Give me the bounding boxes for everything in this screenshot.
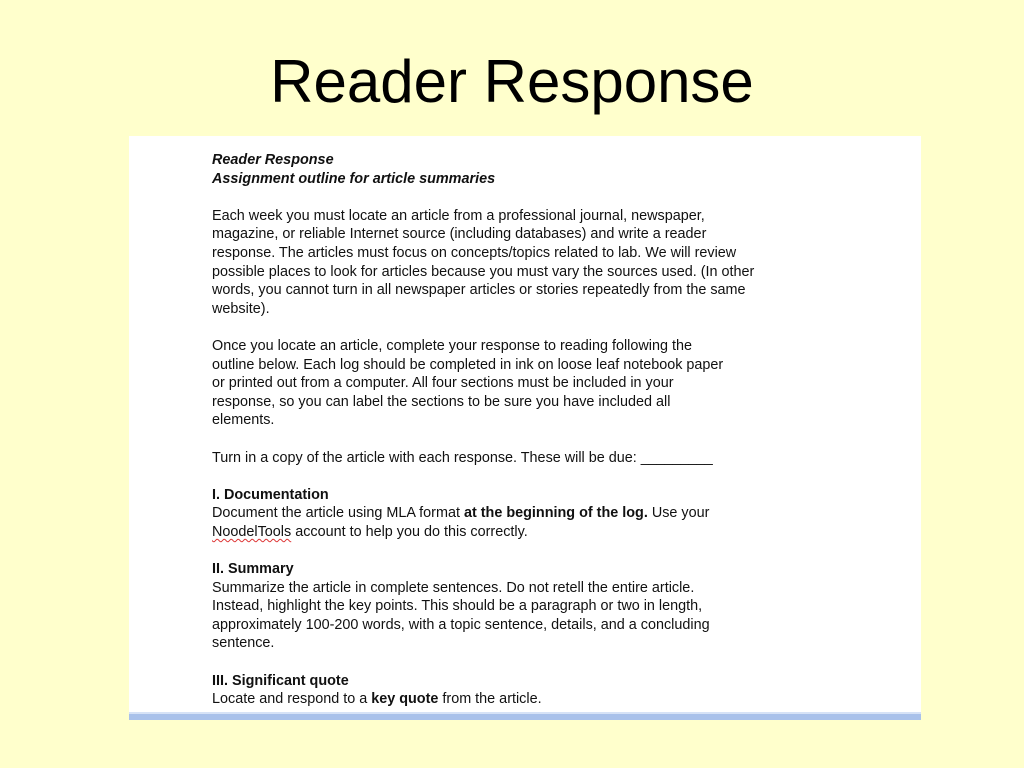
section-quote xyxy=(212,672,852,709)
text-line: outline below. Each log should be completed in ink on loose leaf notebook paper xyxy=(212,356,724,373)
text-line: sentence. xyxy=(212,635,275,652)
text-line: Once you locate an article, complete your response to reading following the xyxy=(212,337,692,354)
text-line: Instead, highlight the key points. This should be a paragraph or two in length, xyxy=(212,598,703,615)
text-run: account to help you do this correctly. xyxy=(291,523,528,540)
document-screenshot xyxy=(129,136,921,720)
document-body xyxy=(212,151,852,709)
text-line: Summarize the article in complete sentences. Do not retell the entire article. xyxy=(212,579,695,596)
text-line: words, you cannot turn in all newspaper articles or stories repeatedly from the same xyxy=(212,282,746,299)
intro-paragraph xyxy=(212,207,852,319)
bold-text-run: at the beginning of the log. xyxy=(463,505,648,522)
section-summary xyxy=(212,560,852,653)
section-heading: III. Significant quote xyxy=(212,672,349,689)
document-heading: Reader Response xyxy=(212,152,334,168)
section-heading: II. Summary xyxy=(212,561,294,578)
section-heading: I. Documentation xyxy=(212,486,329,503)
due-date-line: Turn in a copy of the article with each response. These will be due: _________ xyxy=(212,449,713,466)
divider xyxy=(129,714,921,720)
bold-text-run: key quote xyxy=(371,691,439,708)
text-run: Locate and respond to a xyxy=(212,691,372,708)
text-line: magazine, or reliable Internet source (including databases) and write a reader xyxy=(212,226,707,243)
spellcheck-word: NoodelTools xyxy=(212,523,292,540)
text-line: possible places to look for articles because you must vary the sources used. (In other xyxy=(212,263,755,280)
text-line xyxy=(212,690,852,709)
text-line xyxy=(212,504,852,523)
text-line: Each week you must locate an article from a professional journal, newspaper, xyxy=(212,207,705,224)
text-line: response. The articles must focus on concepts/topics related to lab. We will review xyxy=(212,244,737,261)
text-run: Document the article using MLA format xyxy=(212,505,464,522)
text-line xyxy=(212,523,852,542)
text-run: from the article. xyxy=(438,691,542,708)
text-line: website). xyxy=(212,300,270,317)
text-line: approximately 100-200 words, with a topic sentence, details, and a concluding xyxy=(212,616,710,633)
section-documentation xyxy=(212,486,852,542)
text-line: elements. xyxy=(212,412,275,429)
instructions-paragraph xyxy=(212,337,852,430)
text-run: Use your xyxy=(647,505,710,522)
document-subheading: Assignment outline for article summaries xyxy=(212,170,496,187)
slide-title: Reader Response xyxy=(270,48,754,115)
text-line: response, so you can label the sections to be sure you have included all xyxy=(212,393,671,410)
text-line: or printed out from a computer. All four sections must be included in your xyxy=(212,375,674,392)
